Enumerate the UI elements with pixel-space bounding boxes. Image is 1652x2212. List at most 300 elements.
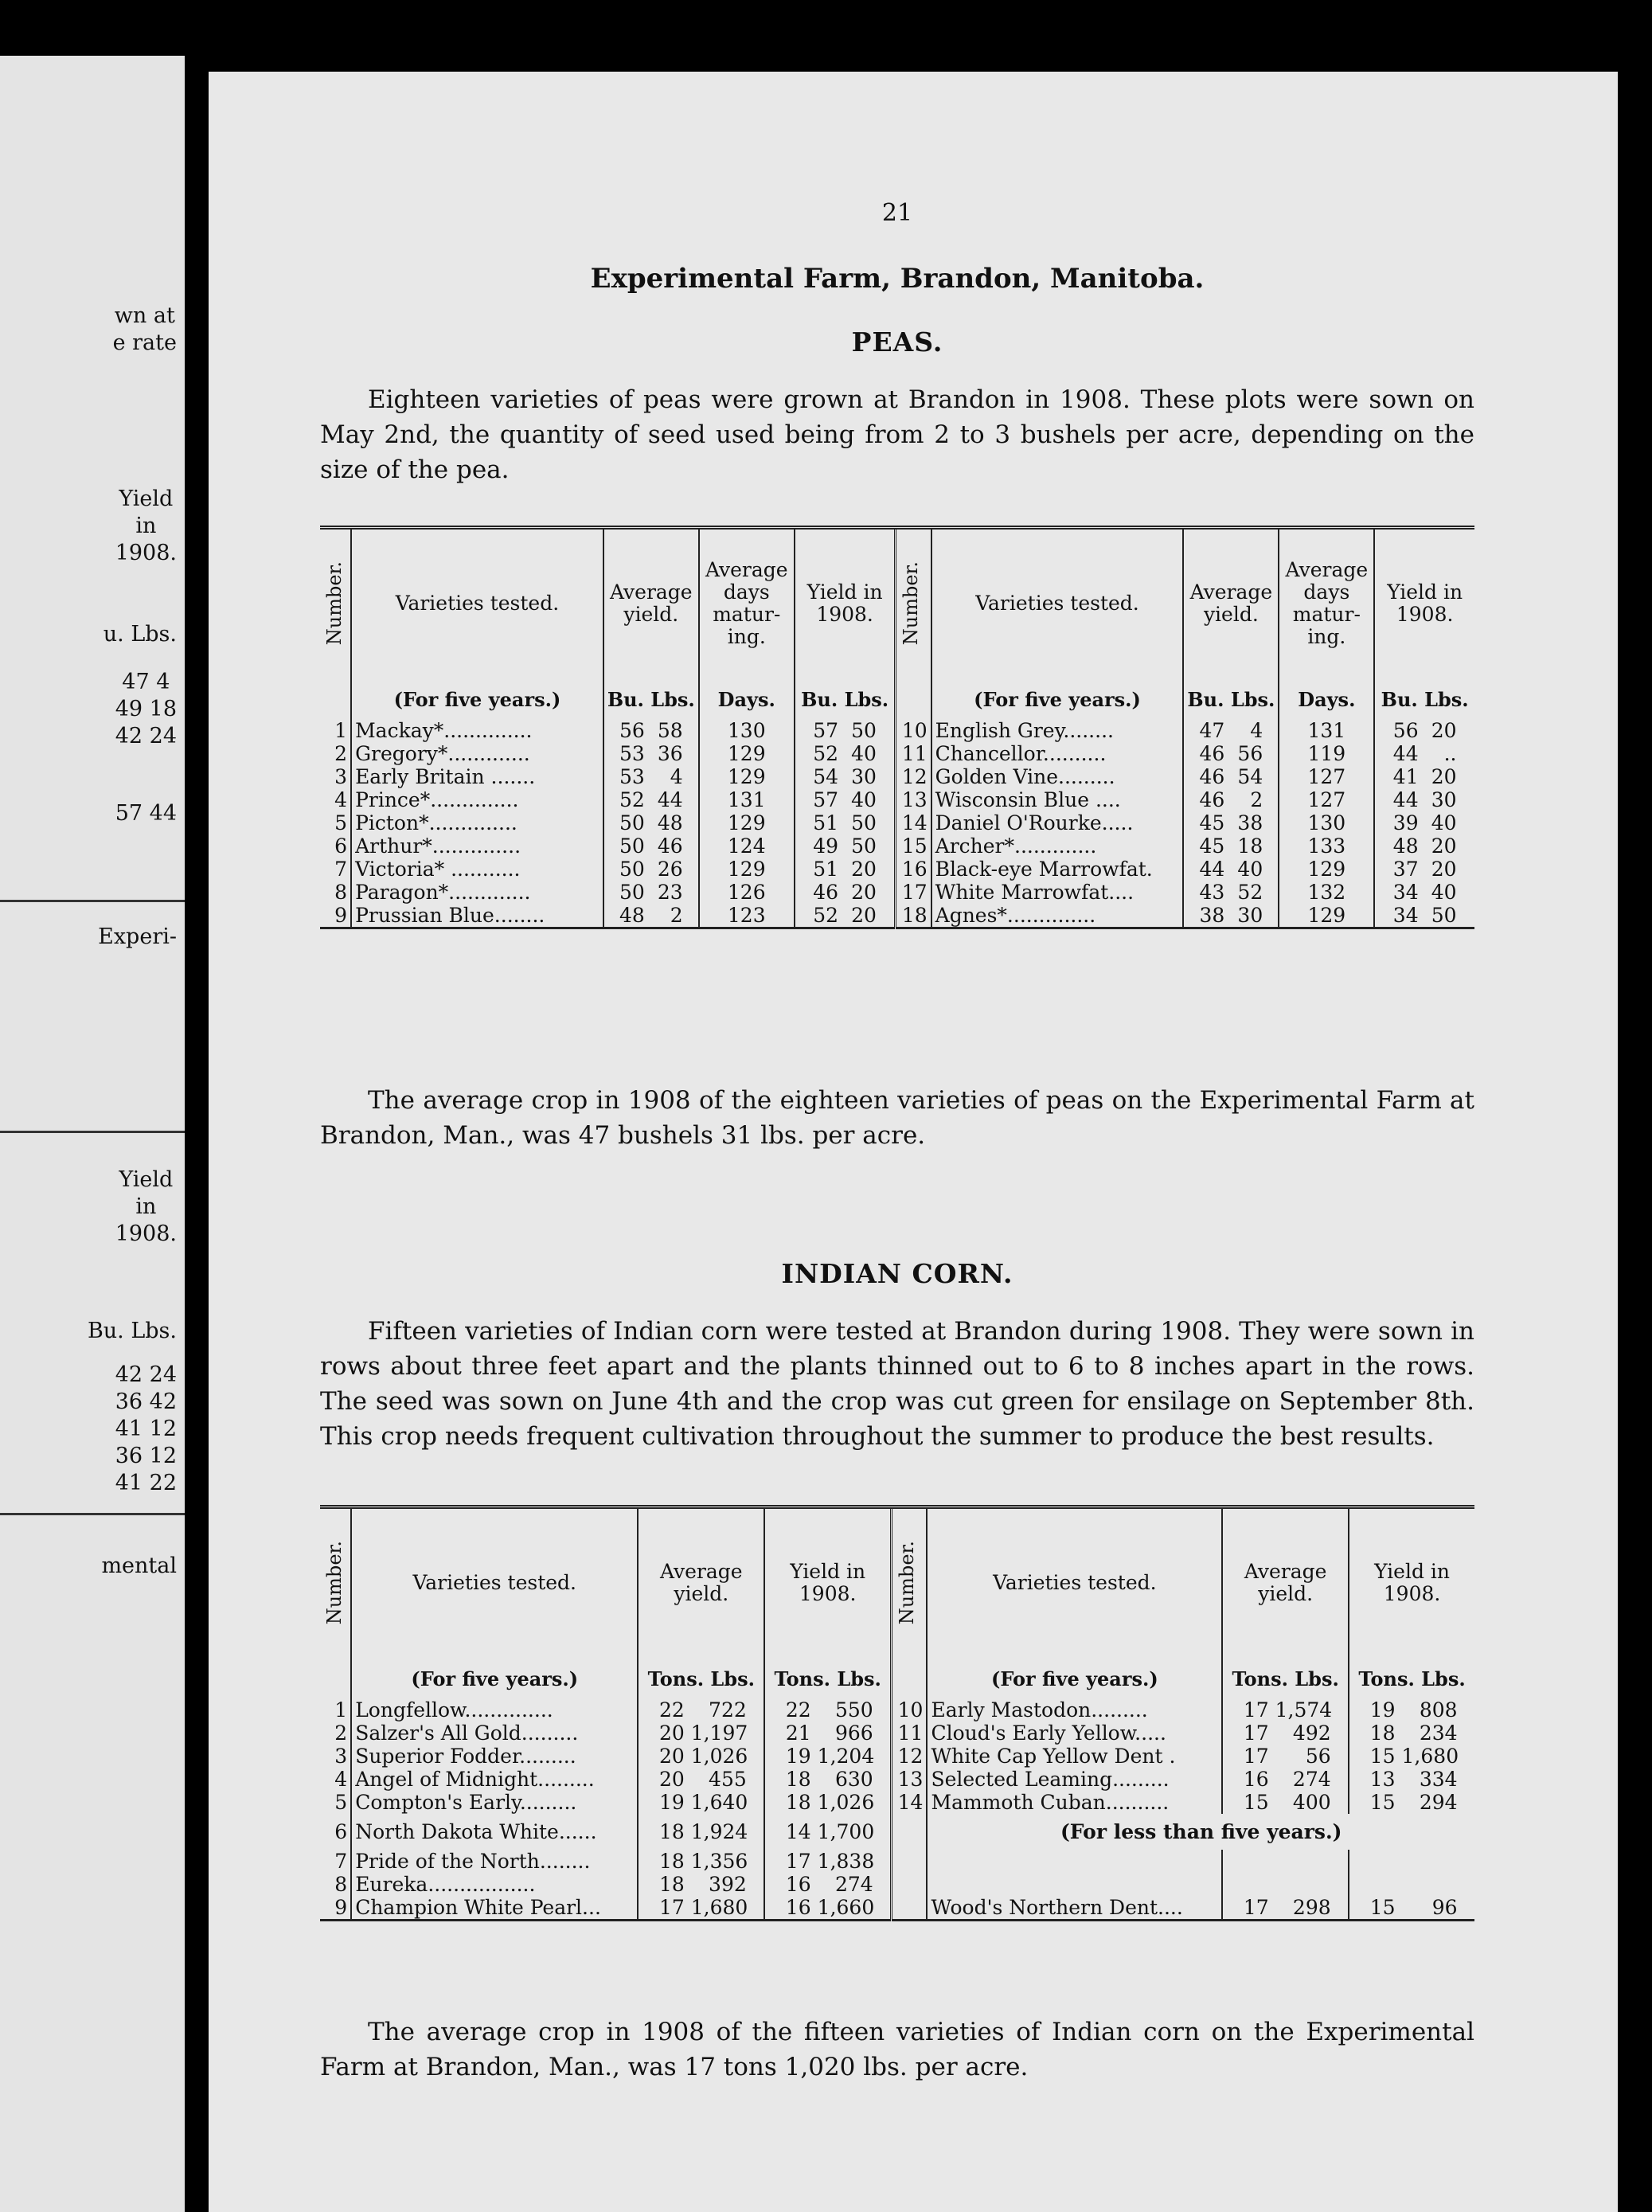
bushels: 46 xyxy=(1199,742,1225,765)
fragment-line: mental xyxy=(101,1553,177,1578)
row-number: 1 xyxy=(320,1698,351,1722)
bushels: 39 xyxy=(1392,811,1419,834)
pounds: 1,924 xyxy=(690,1820,748,1843)
pounds: 1,356 xyxy=(690,1850,748,1873)
variety-name: Pride of the North........ xyxy=(351,1850,638,1873)
units-label: (For five years.) xyxy=(927,1656,1222,1698)
pounds: 455 xyxy=(709,1768,747,1791)
pounds: 4 xyxy=(1250,719,1263,742)
pounds: 52 xyxy=(1237,881,1263,904)
row-number: 6 xyxy=(320,1814,351,1850)
variety-name: Angel of Midnight......... xyxy=(351,1768,638,1791)
fragment-line: 41 22 xyxy=(115,1471,177,1495)
units-label: (For five years.) xyxy=(351,677,603,719)
yield-1908 xyxy=(1349,1850,1474,1873)
tons: 22 xyxy=(785,1698,811,1722)
yield-1908 xyxy=(1349,1896,1474,1921)
pounds: 20 xyxy=(851,858,877,881)
tons: 15 xyxy=(1369,1791,1396,1814)
table-row xyxy=(320,1745,1474,1768)
avg-yield xyxy=(638,1791,764,1814)
variety-name: Champion White Pearl... xyxy=(351,1896,638,1921)
yield-1908 xyxy=(1374,881,1474,904)
tons: 17 xyxy=(785,1850,811,1873)
table-row xyxy=(320,1791,1474,1814)
row-number: 3 xyxy=(320,1745,351,1768)
varieties-header: Varieties tested. xyxy=(351,528,603,678)
variety-name: Agnes*.............. xyxy=(931,904,1184,928)
fragment-line: Yield xyxy=(119,1167,174,1192)
avg-yield xyxy=(1183,881,1279,904)
row-number xyxy=(892,1850,928,1873)
units-label: Tons. Lbs. xyxy=(1222,1656,1349,1698)
fragment-line: 1908. xyxy=(115,1221,177,1246)
fragment-line: 36 42 xyxy=(115,1389,177,1414)
yield-1908 xyxy=(1349,1722,1474,1745)
pounds: 56 xyxy=(1237,742,1263,765)
rule xyxy=(0,1513,185,1515)
bushels: 57 xyxy=(813,788,839,811)
corn-table xyxy=(320,1505,1474,1921)
avg-yield xyxy=(638,1745,764,1768)
variety-name: Early Mastodon......... xyxy=(927,1698,1222,1722)
variety-name: Eureka................. xyxy=(351,1873,638,1896)
avg-yield xyxy=(603,765,699,788)
number-header: Number. xyxy=(900,561,923,646)
page-title: Experimental Farm, Brandon, Manitoba. xyxy=(590,263,1205,295)
bushels: 44 xyxy=(1199,858,1225,881)
pounds: 1,026 xyxy=(690,1745,748,1768)
variety-name: Prussian Blue........ xyxy=(351,904,603,928)
row-number: 13 xyxy=(896,788,931,811)
avg-days: 129 xyxy=(1279,858,1374,881)
pounds: 4 xyxy=(670,765,683,788)
yield-1908 xyxy=(764,1768,891,1791)
left-page-fragment-text xyxy=(115,486,177,567)
rule xyxy=(0,900,185,902)
pounds: 808 xyxy=(1419,1698,1458,1722)
pounds: 56 xyxy=(1305,1745,1331,1768)
avg-yield-header: Average yield. xyxy=(1183,528,1279,678)
avg-yield xyxy=(603,881,699,904)
variety-name: Selected Leaming......... xyxy=(927,1768,1222,1791)
tons: 19 xyxy=(659,1791,685,1814)
avg-yield xyxy=(638,1850,764,1873)
number-header: Number. xyxy=(323,561,346,646)
avg-yield xyxy=(603,719,699,742)
varieties-header: Varieties tested. xyxy=(931,528,1184,678)
avg-yield xyxy=(1222,1791,1349,1814)
pounds: 40 xyxy=(1431,811,1457,834)
pounds: 400 xyxy=(1292,1791,1331,1814)
table-row xyxy=(320,811,1474,834)
pounds: 2 xyxy=(1250,788,1263,811)
variety-name: Black-eye Marrowfat. xyxy=(931,858,1184,881)
units-label: (For five years.) xyxy=(931,677,1184,719)
variety-name: Victoria* ........... xyxy=(351,858,603,881)
pounds: 1,680 xyxy=(690,1896,748,1919)
corn-heading: INDIAN CORN. xyxy=(781,1258,1013,1289)
left-page-fragment xyxy=(0,56,185,2212)
bushels: 57 xyxy=(813,719,839,742)
avg-yield xyxy=(638,1768,764,1791)
number-header: Number. xyxy=(323,1540,346,1625)
pounds: 40 xyxy=(851,788,877,811)
variety-name: White Cap Yellow Dent . xyxy=(927,1745,1222,1768)
left-page-fragment-text xyxy=(101,1553,177,1580)
avg-days: 132 xyxy=(1279,881,1374,904)
avg-yield xyxy=(638,1698,764,1722)
pounds: 40 xyxy=(851,742,877,765)
pounds: 18 xyxy=(1237,834,1263,858)
variety-name: English Grey........ xyxy=(931,719,1184,742)
fragment-line: 36 12 xyxy=(115,1444,177,1468)
row-number: 3 xyxy=(320,765,351,788)
avg-days: 127 xyxy=(1279,765,1374,788)
yield-1908 xyxy=(764,1814,891,1850)
yield-1908 xyxy=(795,904,896,928)
fragment-line: in xyxy=(135,1194,157,1219)
avg-yield xyxy=(1183,719,1279,742)
avg-days: 124 xyxy=(699,834,795,858)
table-row xyxy=(320,1722,1474,1745)
bushels: 34 xyxy=(1392,904,1419,927)
row-number xyxy=(892,1896,928,1921)
pounds: 1,680 xyxy=(1401,1745,1459,1768)
avg-days: 133 xyxy=(1279,834,1374,858)
row-number: 18 xyxy=(896,904,931,928)
rule xyxy=(0,1131,185,1133)
variety-name: Picton*.............. xyxy=(351,811,603,834)
row-number: 1 xyxy=(320,719,351,742)
bushels: 49 xyxy=(813,834,839,858)
yield-1908 xyxy=(795,858,896,881)
avg-days-header: Average days matur-ing. xyxy=(699,528,795,678)
fragment-line: Experi- xyxy=(98,924,177,949)
row-number: 14 xyxy=(892,1791,928,1814)
variety-name: Mammoth Cuban.......... xyxy=(927,1791,1222,1814)
bushels: 52 xyxy=(813,904,839,927)
bushels: 45 xyxy=(1199,834,1225,858)
avg-yield xyxy=(1222,1722,1349,1745)
row-number: 8 xyxy=(320,1873,351,1896)
tons: 15 xyxy=(1369,1896,1396,1919)
avg-days: 119 xyxy=(1279,742,1374,765)
tons: 17 xyxy=(1243,1896,1269,1919)
fragment-line: e rate xyxy=(112,330,177,355)
peas-summary: The average crop in 1908 of the eighteen varieties of peas on the Experimental Farm at Brandon, Man., was 47 bushels 31 lbs. per acre. xyxy=(320,1086,1474,1150)
pounds: 2 xyxy=(670,904,683,927)
avg-days: 130 xyxy=(1279,811,1374,834)
variety-name: Cloud's Early Yellow..... xyxy=(927,1722,1222,1745)
variety-name: North Dakota White...... xyxy=(351,1814,638,1850)
avg-yield xyxy=(1222,1850,1349,1873)
avg-yield xyxy=(603,811,699,834)
avg-yield xyxy=(1183,811,1279,834)
table-row xyxy=(320,742,1474,765)
pounds: 50 xyxy=(1431,904,1457,927)
avg-yield xyxy=(603,904,699,928)
pounds: 20 xyxy=(1431,834,1457,858)
avg-days: 131 xyxy=(699,788,795,811)
pounds: 274 xyxy=(1292,1768,1331,1791)
yield-1908 xyxy=(1374,765,1474,788)
left-page-fragment-text xyxy=(88,1318,177,1345)
pounds: 40 xyxy=(1237,858,1263,881)
pounds: 50 xyxy=(851,811,877,834)
bushels: 52 xyxy=(813,742,839,765)
row-number: 11 xyxy=(896,742,931,765)
variety-name xyxy=(927,1873,1222,1896)
yield-1908 xyxy=(795,742,896,765)
units-label: Bu. Lbs. xyxy=(1381,688,1469,711)
row-number: 4 xyxy=(320,788,351,811)
row-number xyxy=(892,1814,928,1850)
fragment-line: 57 44 xyxy=(115,801,177,826)
bushels: 54 xyxy=(813,765,839,788)
avg-yield xyxy=(638,1722,764,1745)
table-row xyxy=(320,1896,1474,1921)
bushels: 46 xyxy=(1199,788,1225,811)
fragment-line: 41 12 xyxy=(115,1417,177,1441)
variety-name: Longfellow.............. xyxy=(351,1698,638,1722)
pounds: 298 xyxy=(1292,1896,1331,1919)
row-number: 16 xyxy=(896,858,931,881)
left-page-fragment-text xyxy=(115,669,177,750)
tons: 21 xyxy=(785,1722,811,1745)
bushels: 50 xyxy=(619,881,645,904)
tons: 19 xyxy=(785,1745,811,1768)
tons: 15 xyxy=(1369,1745,1396,1768)
pounds: 492 xyxy=(1292,1722,1331,1745)
peas-table xyxy=(320,526,1474,929)
tons: 19 xyxy=(1369,1698,1396,1722)
corn-intro: Fifteen varieties of Indian corn were tested at Brandon during 1908. They were sown in rows about three feet apart and the plants thinned out to 6 to 8 inches apart in the rows. The seed was sown on June 4th and the crop was cut green for ensilage on September 8th. This crop needs frequent cultivation throughout the summer to produce the best results. xyxy=(320,1317,1474,1451)
units-label: Tons. Lbs. xyxy=(638,1656,764,1698)
variety-name: Early Britain ....... xyxy=(351,765,603,788)
yield-1908 xyxy=(764,1698,891,1722)
tons: 20 xyxy=(659,1745,685,1768)
pounds: 54 xyxy=(1237,765,1263,788)
row-number: 6 xyxy=(320,834,351,858)
pounds: 30 xyxy=(851,765,877,788)
page-number: 21 xyxy=(881,199,913,227)
left-page-fragment-text xyxy=(113,303,177,357)
pounds: 50 xyxy=(851,834,877,858)
variety-name: White Marrowfat.... xyxy=(931,881,1184,904)
tons: 16 xyxy=(785,1896,811,1919)
avg-days-header: Average days matur-ing. xyxy=(1279,528,1374,678)
yield-1908 xyxy=(764,1745,891,1768)
variety-name: Superior Fodder......... xyxy=(351,1745,638,1768)
bushels: 53 xyxy=(619,765,645,788)
avg-yield xyxy=(603,858,699,881)
tons: 14 xyxy=(785,1820,811,1843)
pounds: 630 xyxy=(834,1768,873,1791)
left-page-fragment-text xyxy=(103,621,177,648)
tons: 13 xyxy=(1369,1768,1396,1791)
avg-yield xyxy=(1222,1768,1349,1791)
table-row xyxy=(320,1850,1474,1873)
bushels: 50 xyxy=(619,811,645,834)
pounds: 1,197 xyxy=(690,1722,748,1745)
avg-yield xyxy=(603,742,699,765)
bushels: 43 xyxy=(1199,881,1225,904)
pounds: 38 xyxy=(1237,811,1263,834)
yield-1908 xyxy=(1374,719,1474,742)
bushels: 44 xyxy=(1392,788,1419,811)
units-label: Days. xyxy=(699,677,795,719)
bushels: 48 xyxy=(1392,834,1419,858)
table-row xyxy=(320,1698,1474,1722)
row-number: 5 xyxy=(320,811,351,834)
yield-1908 xyxy=(795,881,896,904)
tons: 15 xyxy=(1243,1791,1269,1814)
varieties-header: Varieties tested. xyxy=(927,1507,1222,1657)
row-number: 10 xyxy=(896,719,931,742)
bushels: 46 xyxy=(813,881,839,904)
bushels: 48 xyxy=(619,904,645,927)
avg-days: 129 xyxy=(699,742,795,765)
pounds: 966 xyxy=(834,1722,873,1745)
pounds: .. xyxy=(1443,742,1457,765)
yield-1908 xyxy=(1349,1698,1474,1722)
tons: 20 xyxy=(659,1768,685,1791)
pounds: 30 xyxy=(1237,904,1263,927)
yield-1908 xyxy=(1374,858,1474,881)
tons: 16 xyxy=(785,1873,811,1896)
peas-intro: Eighteen varieties of peas were grown at Brandon in 1908. These plots were sown on May 2nd, the quantity of seed used being from 2 to 3 bushels per acre, depending on the size of the pea. xyxy=(320,385,1474,484)
fragment-line: u. Lbs. xyxy=(103,622,177,647)
left-page-fragment-text xyxy=(115,1362,177,1497)
pounds: 50 xyxy=(851,719,877,742)
pounds: 96 xyxy=(1431,1896,1458,1919)
avg-yield xyxy=(1222,1698,1349,1722)
row-number: 11 xyxy=(892,1722,928,1745)
row-number: 12 xyxy=(896,765,931,788)
bushels: 51 xyxy=(813,811,839,834)
row-number: 12 xyxy=(892,1745,928,1768)
fragment-line: 1908. xyxy=(115,541,177,565)
units-label: Bu. Lbs. xyxy=(795,677,896,719)
tons: 18 xyxy=(785,1768,811,1791)
bushels: 46 xyxy=(1199,765,1225,788)
row-number: 5 xyxy=(320,1791,351,1814)
pounds: 20 xyxy=(1431,858,1457,881)
variety-name: Arthur*.............. xyxy=(351,834,603,858)
fragment-line: Yield xyxy=(119,487,174,511)
yield-1908 xyxy=(764,1722,891,1745)
bushels: 50 xyxy=(619,858,645,881)
row-number: 10 xyxy=(892,1698,928,1722)
less-than-five-label: (For less than five years.) xyxy=(1060,1820,1342,1843)
pounds: 334 xyxy=(1419,1768,1458,1791)
units-label: (For five years.) xyxy=(351,1656,638,1698)
tons: 22 xyxy=(659,1698,685,1722)
left-page-fragment-text xyxy=(115,1167,177,1248)
pounds: 1,026 xyxy=(817,1791,875,1814)
yield-1908 xyxy=(764,1791,891,1814)
avg-yield xyxy=(638,1896,764,1921)
avg-days: 129 xyxy=(699,858,795,881)
yield-1908 xyxy=(1374,834,1474,858)
bushels: 44 xyxy=(1392,742,1419,765)
yield-1908 xyxy=(1374,742,1474,765)
bushels: 45 xyxy=(1199,811,1225,834)
pounds: 550 xyxy=(834,1698,873,1722)
avg-yield xyxy=(1183,834,1279,858)
row-number xyxy=(892,1873,928,1896)
tons: 18 xyxy=(659,1873,685,1896)
avg-yield-header: Average yield. xyxy=(1222,1507,1349,1657)
row-number: 9 xyxy=(320,1896,351,1921)
tons: 17 xyxy=(1243,1745,1269,1768)
yield-header: Yield in 1908. xyxy=(764,1507,891,1657)
table-row xyxy=(320,1768,1474,1791)
peas-heading: PEAS. xyxy=(851,326,943,358)
table-row xyxy=(320,765,1474,788)
variety-name: Wood's Northern Dent.... xyxy=(927,1896,1222,1921)
row-number: 7 xyxy=(320,1850,351,1873)
variety-name: Paragon*............. xyxy=(351,881,603,904)
avg-days: 129 xyxy=(699,765,795,788)
variety-name: Salzer's All Gold......... xyxy=(351,1722,638,1745)
yield-1908 xyxy=(795,834,896,858)
fragment-line: 47 4 xyxy=(122,670,170,694)
pounds: 26 xyxy=(657,858,683,881)
variety-name: Prince*.............. xyxy=(351,788,603,811)
avg-days: 130 xyxy=(699,719,795,742)
pounds: 274 xyxy=(834,1873,873,1896)
row-number: 14 xyxy=(896,811,931,834)
yield-1908 xyxy=(1374,811,1474,834)
yield-header: Yield in 1908. xyxy=(1387,580,1463,626)
yield-1908 xyxy=(795,765,896,788)
avg-yield xyxy=(1183,765,1279,788)
yield-1908 xyxy=(795,788,896,811)
pounds: 20 xyxy=(851,904,877,927)
bushels: 50 xyxy=(619,834,645,858)
pounds: 40 xyxy=(1431,881,1457,904)
avg-yield xyxy=(603,788,699,811)
bushels: 47 xyxy=(1199,719,1225,742)
tons: 17 xyxy=(659,1896,685,1919)
yield-1908 xyxy=(1349,1745,1474,1768)
row-number: 7 xyxy=(320,858,351,881)
left-page-fragment-text xyxy=(115,800,177,827)
table-row xyxy=(320,1814,1474,1850)
yield-1908 xyxy=(1374,788,1474,811)
table-row xyxy=(320,788,1474,811)
table-row xyxy=(320,834,1474,858)
pounds: 20 xyxy=(1431,765,1457,788)
fragment-line: 42 24 xyxy=(115,1362,177,1387)
yield-1908 xyxy=(1349,1791,1474,1814)
variety-name: Golden Vine......... xyxy=(931,765,1184,788)
pounds: 234 xyxy=(1419,1722,1458,1745)
table-row xyxy=(320,1873,1474,1896)
pounds: 294 xyxy=(1419,1791,1458,1814)
left-page-fragment-text xyxy=(98,924,177,951)
pounds: 392 xyxy=(709,1873,747,1896)
tons: 18 xyxy=(659,1850,685,1873)
row-number: 2 xyxy=(320,742,351,765)
avg-yield-header: Average yield. xyxy=(603,528,699,678)
pounds: 1,574 xyxy=(1275,1698,1333,1722)
pounds: 1,838 xyxy=(817,1850,875,1873)
tons: 18 xyxy=(659,1820,685,1843)
pounds: 20 xyxy=(1431,719,1457,742)
